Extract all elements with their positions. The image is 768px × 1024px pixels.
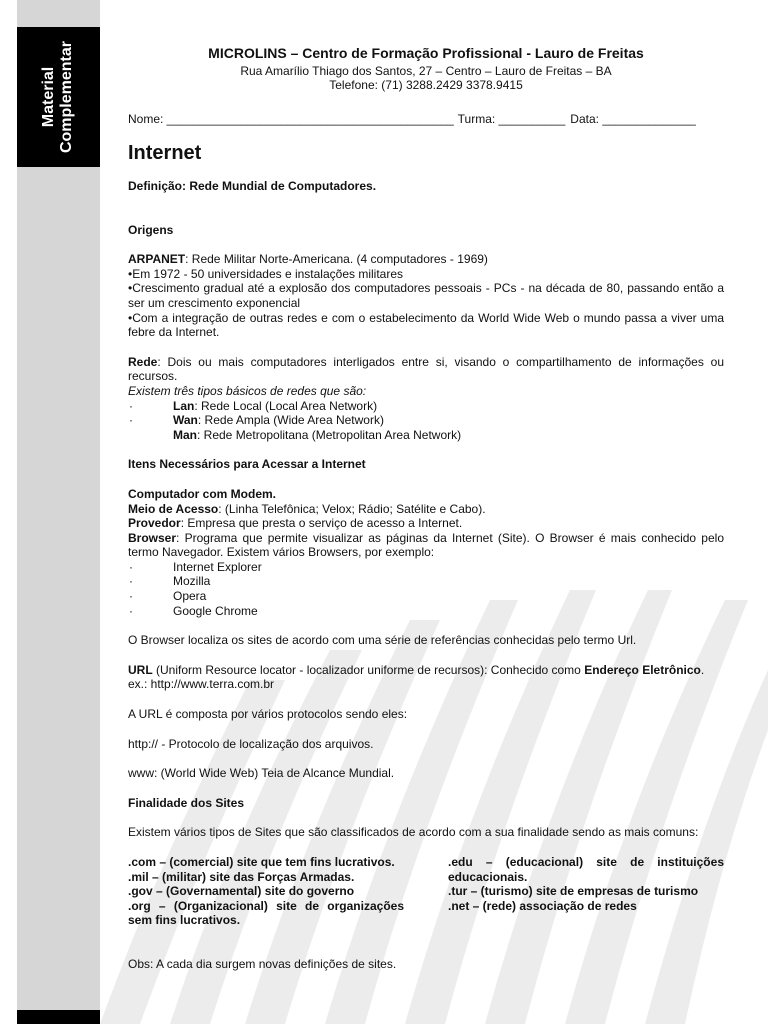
browser-list-item: · Opera: [129, 589, 207, 604]
sites-note: Obs: A cada dia surgem novas definições de sites.: [128, 956, 397, 971]
origins-heading: Origens: [128, 222, 174, 237]
browser-list-item: · Internet Explorer: [129, 559, 262, 574]
student-info-row: [128, 112, 724, 126]
domain-type-item: .mil – (militar) site das Forças Armadas.: [128, 869, 355, 884]
domain-types-left: [128, 855, 404, 928]
origins-bullet: •Em 1972 - 50 universidades e instalações militares: [128, 266, 404, 281]
domain-type-item: .net – (rede) associação de redes: [448, 898, 637, 913]
side-strip-bottom: [17, 1010, 100, 1024]
network-term: Rede: [128, 354, 158, 369]
arpanet-line: [128, 252, 724, 267]
school-address: Rua Amarílio Thiago dos Santos, 27 – Centro – Lauro de Freitas – BA: [240, 64, 612, 78]
url-protocols-intro: A URL é composta por vários protocolos sendo eles:: [128, 707, 408, 722]
origins-bullet: •Com a integração de outras redes e com o estabelecimento da World Wide Web o mundo passa a viver uma febre da Internet.: [128, 310, 724, 340]
side-label-line2: Complementar: [58, 40, 75, 154]
network-definition: [128, 355, 724, 384]
page-title: Internet: [128, 142, 202, 164]
date-field: Data: ______________: [570, 112, 696, 126]
www-protocol: www: (World Wide Web) Teia de Alcance Mundial.: [128, 766, 395, 781]
domain-type-item: .org – (Organizacional) site de organizações sem fins lucrativos.: [128, 898, 404, 928]
document-body: [128, 179, 724, 972]
side-label: [33, 33, 83, 161]
class-field: Turma: __________: [457, 112, 566, 126]
browser-item: Browser: Programa que permite visualizar as páginas da Internet (Site). O Browser é mais conhecido pelo termo Navegador. Existem vários Browsers, por exemplo:: [128, 530, 724, 560]
network-type-item: · Lan: Rede Local (Local Area Network): [129, 398, 378, 413]
domain-type-item: .gov – (Governamental) site do governo: [128, 884, 355, 899]
sites-intro: Existem vários tipos de Sites que são classificados de acordo com a sua finalidade sendo as mais comuns:: [128, 825, 699, 840]
domain-type-item: .tur – (turismo) site de empresas de turismo: [448, 884, 699, 899]
network-types-intro: Existem três tipos básicos de redes que são:: [128, 383, 367, 398]
network-type-item: · Wan: Rede Ampla (Wide Area Network): [129, 413, 384, 428]
definition: Definição: Rede Mundial de Computadores.: [128, 179, 377, 193]
computer-item: Computador com Modem.: [128, 486, 277, 501]
origins-bullet: •Crescimento gradual até a explosão dos computadores pessoais - PCs - na década de 80, passando então a ser um crescimento exponencial: [128, 281, 724, 310]
domain-type-item: .com – (comercial) site que tem fins lucrativos.: [128, 855, 395, 869]
domain-type-item: .edu – (educacional) site de instituições educacionais.: [448, 855, 724, 884]
url-locate-text: O Browser localiza os sites de acordo com uma série de referências conhecidas pelo termo Url.: [128, 633, 637, 648]
browser-list-item: · Mozilla: [129, 574, 211, 589]
school-phone: Telefone: (71) 3288.2429 3378.9415: [329, 78, 523, 92]
network-text: : Dois ou mais computadores interligados entre si, visando o compartilhamento de informações ou recursos.: [128, 354, 724, 384]
browser-list-item: · Google Chrome: [129, 603, 258, 618]
arpanet-text: : Rede Militar Norte-Americana. (4 computadores - 1969): [185, 252, 488, 267]
domain-types: [128, 855, 724, 928]
name-field: Nome: ___________________________________________: [128, 112, 454, 126]
access-item: Meio de Acesso: (Linha Telefônica; Velox; Rádio; Satélite e Cabo).: [128, 501, 486, 516]
side-label-line1: Material: [40, 66, 57, 128]
arpanet-term: ARPANET: [128, 252, 186, 267]
requirements-heading: Itens Necessários para Acessar a Internet: [128, 457, 366, 472]
url-definition: URL (Uniform Resource locator - localizador uniforme de recursos): Conhecido como Endereço Eletrônico.: [128, 662, 705, 677]
network-type-item: Man: Rede Metropolitana (Metropolitan Area Network): [173, 427, 462, 442]
http-protocol: http:// - Protocolo de localização dos arquivos.: [128, 736, 374, 751]
school-title: MICROLINS – Centro de Formação Profissional - Lauro de Freitas: [208, 45, 644, 61]
url-example: ex.: http://www.terra.com.br: [128, 677, 275, 692]
provider-item: Provedor: Empresa que presta o serviço de acesso a Internet.: [128, 516, 463, 531]
sites-heading: Finalidade dos Sites: [128, 795, 245, 810]
domain-types-right: [448, 855, 724, 928]
